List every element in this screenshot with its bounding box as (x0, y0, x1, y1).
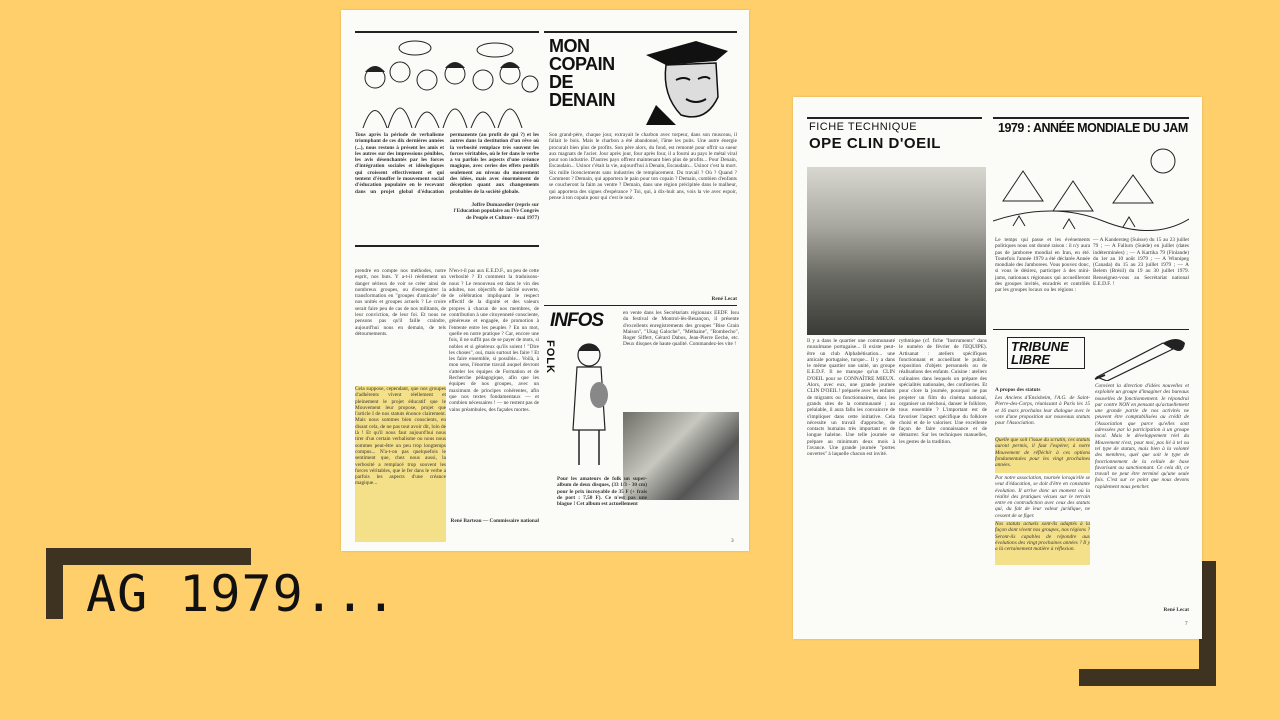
tribune-text-2: Par notre association, tournée lorsqu'elle se veut d'éducation, se doit d'être en constante évolution. Il arrive donc un moment où la réalité des pratiques vécues sur le terrain entre en contradiction avec ceux des statuts qui, du fait de leur valeur juridique, ne cessent de se figer. (995, 475, 1090, 519)
bracket-top-left-horizontal (46, 548, 251, 565)
title-box-rule-top (544, 31, 737, 33)
left-magazine-page (341, 10, 749, 551)
infos-title: INFOS (550, 310, 604, 331)
jam-text-1: Le temps qui passe et les événements politiques nous ont donné raison : il n'y aura pas de jamboree mondial en Iran, en été. Toutefois l'année 1979 a été déclarée Année mondiale des Jamborees. Vous pouvez donc, si vous le désirez, participer à des mini-jams, nationaux régionaux qui accueilleront des groupes invités, encadrés et contrôlés par les groupes locaux ou les régions : (995, 237, 1090, 294)
worker-portrait (636, 35, 738, 125)
market-photo (807, 167, 986, 335)
cartoon-top-rule (355, 31, 539, 33)
jam-bottom-rule (993, 329, 1189, 330)
poem-bottom-rule (544, 305, 737, 306)
tribune-highlight-1: Quelle que soit l'issue du scrutin, ces statuts auront permis, il faut l'espérer, à notre Mouvement de réfléchir à ces options fondamentales pour les vingt prochaines années. (995, 437, 1090, 473)
cartoon-illustration (355, 38, 539, 128)
writing-hand-icon (1093, 333, 1189, 381)
article-title: MON COPAIN DE DENAIN (549, 36, 616, 110)
tribune-highlight-2: Nos statuts actuels sont-ils adaptés à la façon dont vivent nos groupes, nos régions ? Seront-ils capables de répondre aux évolutions des vingt prochaines années ? Il y a là certainement matière à réflexion. (995, 521, 1090, 565)
right-magazine-page (793, 97, 1202, 639)
right-page-number: 7 (1185, 621, 1188, 627)
slide-title: AG 1979... (86, 565, 398, 623)
tribune-signature: René Lecat (1163, 607, 1189, 613)
fiche-column-1: Il y a dans le quartier une communauté musulmane portugaise... Il existe peut-être un club Alphabétisation... une amicale portugaise, turque... Il y a dans le même quartier une unité, un groupe E.E.D.F. Il ne manque qu'un CLIN D'OEIL pour se CONNAÎTRE MIEUX. Alors, avec eux, une grande journée CLIN D'OEIL ! préparée avec les enfants de migrants ou fonctionnaires, dans les grands sites de la communauté ; au préalable, il aura fallu les convaincre de s'impliquer dans cette initiative. Cela nécessite un travail d'approche, de contacts humains très important et de longue haleine. Une telle journée se prépare au minimum deux mois à l'avance. Une grande journée "portes ouvertes" à laquelle chacun est invité. (807, 338, 895, 458)
fiche-label: FICHE TECHNIQUE (809, 121, 918, 133)
left-page-number: 3 (731, 538, 734, 544)
cartoon-signature: Joffre Dumazedier (repris sur l'Education populaire au IVe Congrès de Peuple et Culture - mai 1977) (453, 202, 539, 221)
tribune-heading: A propos des statuts (995, 387, 1041, 393)
article-column-1: prendre en compte nos méthodes, notre esprit, nos buts. Y a-t-il réellement un danger sérieux de voir se créer ainsi de nombreux groupes, ou d'enregistrer la transformation en "groupes d'amicale" de nos unités et groupes actuels ? Le croire serait faire peu de cas de nos militants, de leur conviction, de leur foi. Et nous ne pensons pas qu'il faille craindre, aujourd'hui nous en demain, de tels détournements. (355, 268, 446, 337)
article-column-1-highlight: Cela suppose, cependant, que nos groupes d'adhérents vivent réellement et pleinement le projet éducatif que le Mouvement leur propose, projet que l'article I de nos statuts énonce clairement. Mais nous sommes bien conscients, en disant cela, de ne pas tout avoir dit, loin de là ! Et qu'il nous faut aujourd'hui nous tirer d'un certain verbalisme ou nous nous sommes peut-être un peu trop longtemps compus... N'a-t-on pas quelquefois le sentiment que, chez nous aussi, la verbosité a remplacé trop souvent les forces véritables, que le fer dans le verbe a parfois les aspects d'une créance magique... (355, 386, 446, 542)
bracket-bottom-right-horizontal (1079, 669, 1216, 686)
jam-text-2: — A Kandersteg (Suisse) du 15 au 23 juillet 79 ; — A Fallurn (Suède) en juillet (dates indéterminées) ; — A Kartika 79 (Finlande) du 1er au 10 août 1979 ; — A Winnipeg (Canada) du 15 au 23 juillet 1979 ; — A Belem (Brésil) du 19 au 30 juillet 1979. Renseignez-vous au Secrétariat national E.E.D.F. ! (1093, 237, 1189, 288)
fiche-column-2: rythmique (cf. fiche "Instruments" dans le numéro de février de l'EQUIPE). Artisanat : ateliers spécifiques fonctionnant et accueillant le public, exposition d'objets personnels ou de réalisations des enfants. Cuisine : ateliers culinaires dans lesquels on prépare des spécialités nationales, des confiseries. Et pour clore la journée, pourquoi ne pas projeter un film du cinéma national, organiser un méchoui, danser le folklore, tous ensemble ? L'important est de favoriser l'aspect spécifique du folklore choisi et de le valoriser. Une excellente façon de faire connaissance et de démarrer. Sur les techniques manuelles, les gestes de la tradition. (899, 338, 987, 445)
jam-illustration (993, 141, 1189, 233)
cartoon-bottom-rule (355, 245, 539, 247)
tribune-column-2: Convient la direction d'idées nouvelles et exploitée un groupe d'imaginer des bureaux nouvelles de fonctionnement. Je répondrai par contre NON en pensant qu'actuellement une grande partie de nos activités ne peuvent être comptabilisées au crédit de l'Association que parce qu'elles sont adressées par la participation à un groupe local. Mais le développement réel du Mouvement n'est, pour moi, pas lié à tel ou tel type de statuts, mais bien à la volonté des membres, quel que soit le type de fonctionnement de la cellule de base favorisant ou sanctionnant. Ce cela dit, ce travail ne peut être terminé qu'une seule fois. C'est sur ce point que nous devons rapidement nous pencher. (1095, 383, 1189, 490)
article-column-2: N'en-t-il pas aux E.E.D.F., un peu de cette verbosité ? Et comment la traduisons-nous ? Le renouveau est dans le vin des adultes, nos objectifs de laïcité ouverte, de célébration impliquant le respect effectif de la dignité et des valeurs propres à chacun de nos membres, de contribution à une citoyenneté consciente, généreuse et engagée, de promotion à l'entente entre les peuples ? En un mot, quelle en notre pratique ? Car, encore une fois, il ne suffit pas de se payer de mots, si nobles et si généreux qu'ils soient ! "Dire les choses", oui, mais surtout les faire ! Et les faire ensemble, si possible... Voilà, à mon sens, l'énorme travail auquel devront s'atteler les équipes de Formation et de Recherche pédagogique, afin que les équipes de nos groupes, avec un maximum de principes cohérentes, afin que nos textes fondamentaux — et combien nécessaires ! — ne restent pas de vains préambules, des façades mortes. (449, 268, 539, 413)
infos-text-1: en vente dans les Secrétariats régionaux EEDF. Issu du festival de Montrol-lès-Besançon, il présente d'excellents enregistrements des groupes "Bise Grain Maison", "Ukag Galoche", "Méthaine", "Bombecho", Roger Siffert, Gérard Dabos, Jean-Pierre Eeche, etc. Deux disques de haute qualité. Commandez-les vite ! (623, 310, 739, 348)
jam-title: 1979 : ANNÉE MONDIALE DU JAM (998, 121, 1188, 135)
tribune-text: Les Anciens d'Ensisheim, l'A.G. de Saint-Pierre-des-Corps, réunissant à Paris les 15 et 16 mars prochains leur dialogue avec le vote d'une proposition sur nouveaux statuts pour l'Association. (995, 395, 1090, 427)
fiche-title: OPE CLIN D'OEIL (809, 135, 941, 152)
poem-text: Son grand-père, chaque jour, extrayait le charbon avec torpeur, dans son musceau, il fallait le bois. Mais le charbon a été abandonné, l'âme les puits. Une autre énergie procurait bien plus de profits. Son père alors, du fond, est remonté pour offrir sa sueur aux magnats de l'acier. Jour après jour, four après four, il a fourni au pays le métal viral pour son industrie. D'autres pays offrent maintenant bien plus de profits... Pour Denain, Escaudain... Usinor c'était la vie, aujourd'hui à Denain, Escaudain... Usinor c'est la mort. Six mille licenciements sans industries de remplacement. Du travail ? Où ? Quand ? Comment ? Demain, qui apportera le pain pour ton copain ? Demain, combien d'enfants se coucheront la faim au ventre ? Demain, dans une région précipitée dans le malheur, qui apportera des signes d'espérance ? Toi, qui, à dix-huit ans, vois la vie avec espoir, pense à ton copain pour qui c'est le noir. (549, 132, 737, 201)
tribune-title: TRIBUNE LIBRE (1007, 337, 1085, 369)
folk-musician-illustration (559, 335, 619, 475)
folk-label: FOLK (544, 340, 556, 374)
fiche-rule (807, 117, 982, 119)
article-signature: René Barteau — Commissaire national (450, 518, 539, 524)
infos-text-2: Pour les amateurs de folk un super-album de deux disques, (33 1/3 - 30 cm) pour le prix incroyable de 35 F (+ frais de port : 7,50 F). Ce n'est pas une blague ! Cet album est actuellement (557, 476, 647, 508)
jam-rule (993, 117, 1189, 119)
poem-signature: René Lecat (711, 296, 737, 302)
cartoon-caption: Tous après la période de verbalisme triomphant de ces dix dernières années (...), nous restons à présent les amis et les autres sur des impressions pénibles, les avis désenchantés par les forces d'intégration sociales et idéologiques qui croissent effectivement et qui tentent d'étouffer le mouvement social d'éducation populaire en le recevant dans un projet global d'éducation permanente (au profit de qui ?) et les autres dans la destitution d'un rêve où la verbosité remplace très souvent les forces véritables, où le fer dans le verbe a vu parfois les aspects d'une créance magique, avec ceries des effets positifs seulement au niveau du mouvement des idées, mais avec énormément de déception quant aux changements probables de la société globale. (355, 132, 539, 195)
